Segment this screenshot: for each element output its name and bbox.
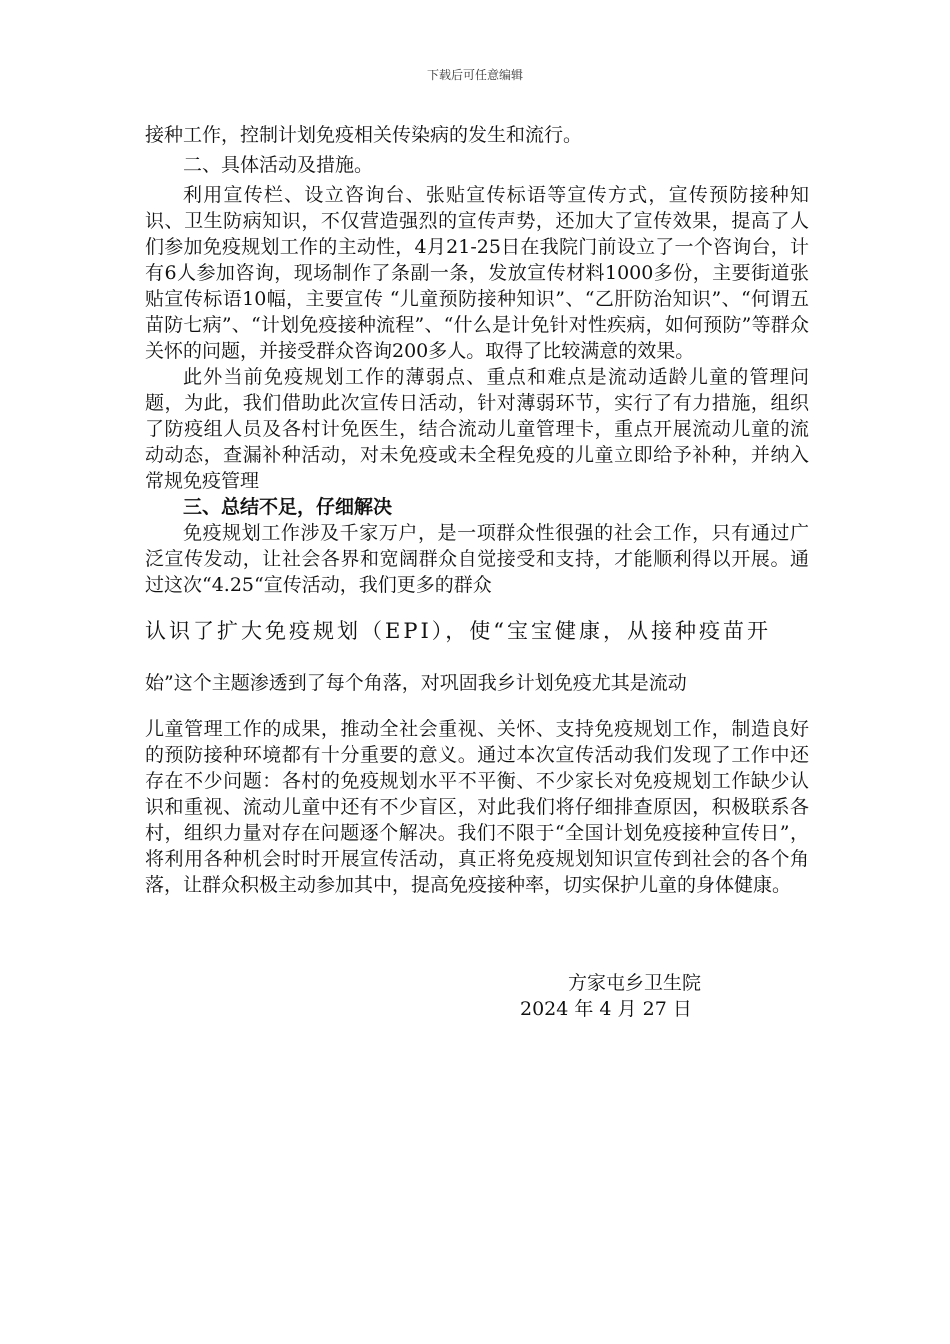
paragraph-migrant-children: 此外当前免疫规划工作的薄弱点、重点和难点是流动适龄儿童的管理问题，为此，我们借助此次宣传日活动，针对薄弱环节，实行了有力措施，组织了防疫组人员及各村计免医生，结合流动儿童管理卡，重点开展流动儿童的流动动态，查漏补种活动，对未免疫或未全程免疫的儿童立即给予补种，并纳入常规免疫管理 — [145, 366, 809, 492]
paragraph-summary-end: 儿童管理工作的成果，推动全社会重视、关怀、支持免疫规划工作，制造良好的预防接种环境都有十分重要的意义。通过本次宣传活动我们发现了工作中还存在不少问题：各村的免疫规划水平不平衡、不少家长对免疫规划工作缺少认识和重视、流动儿童中还有不少盲区，对此我们将仔细排查原因，积极联系各村，组织力量对存在问题逐个解决。我们不限于“全国计划免疫接种宣传日”，将利用各种机会时时开展宣传活动，真正将免疫规划知识宣传到社会的各个角落，让群众积极主动参加其中，提高免疫接种率，切实保护儿童的身体健康。 — [145, 718, 809, 896]
intro-line: 接种工作，控制计划免疫相关传染病的发生和流行。 — [145, 124, 583, 146]
section-heading-3: 三、总结不足，仔细解决 — [183, 496, 393, 518]
signature-date: 2024 年 4 月 27 日 — [520, 998, 692, 1020]
document-body — [145, 122, 809, 898]
signature-organization: 方家屯乡卫生院 — [568, 972, 702, 994]
paragraph-publicity: 利用宣传栏、设立咨询台、张贴宣传标语等宣传方式，宣传预防接种知识、卫生防病知识，不仅营造强烈的宣传声势，还加大了宣传效果，提高了人们参加免疫规划工作的主动性，4月21-25日在我院门前设立了一个咨询台，计有6人参加咨询，现场制作了条副一条，发放宣传材料1000多份，主要街道张贴宣传标语10幅，主要宣传 “儿童预防接种知识”、“乙肝防治知识”、“何谓五苗防七病”、“计划免疫接种流程”、“什么是计免针对性疾病，如何预防”等群众关怀的问题，并接受群众咨询200多人。取得了比较满意的效果。 — [145, 184, 809, 362]
paragraph-summary-line-2: 认识了扩大免疫规划（EPI），使“宝宝健康，从接种疫苗开 — [145, 619, 771, 643]
paragraph-summary-start: 免疫规划工作涉及千家万户，是一项群众性很强的社会工作，只有通过广泛宣传发动，让社会各界和宽阔群众自觉接受和支持，才能顺利得以开展。通过这次“4.25“宣传活动，我们更多的群众 — [145, 522, 809, 596]
header-note: 下载后可任意编辑 — [426, 68, 523, 82]
paragraph-summary-line-3: 始”这个主题渗透到了每个角落，对巩固我乡计划免疫尤其是流动 — [145, 672, 687, 694]
signature-block — [520, 970, 701, 1022]
section-heading-2: 二、具体活动及措施。 — [183, 154, 374, 176]
